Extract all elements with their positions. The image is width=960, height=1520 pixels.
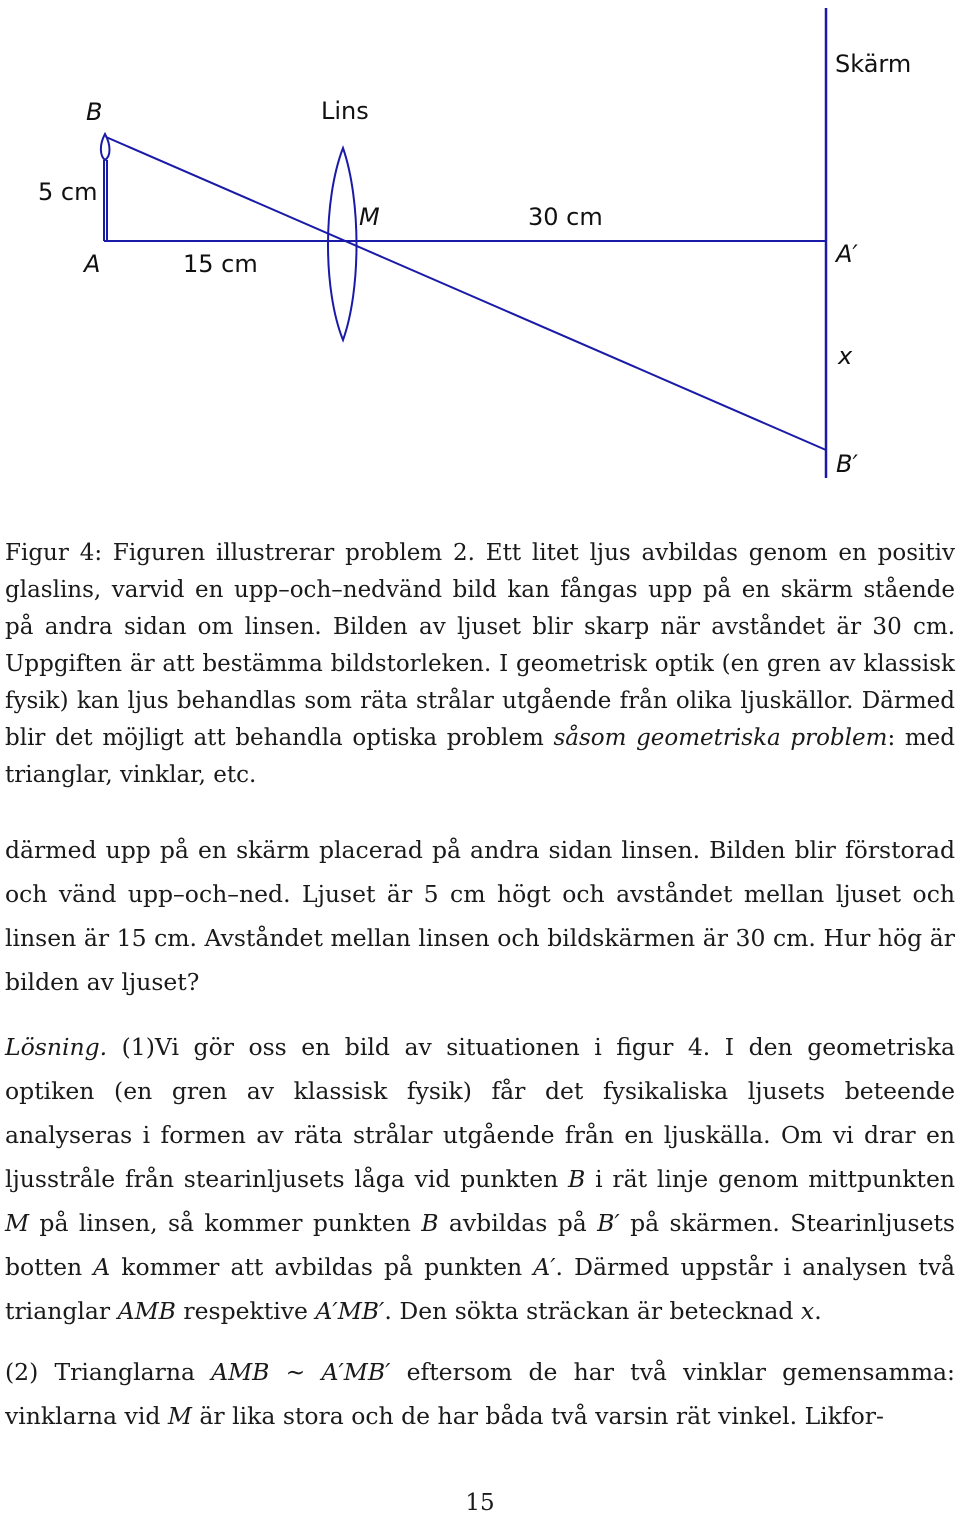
text-run: . <box>814 1297 822 1325</box>
text-run: avbildas på <box>438 1209 598 1237</box>
math: A′MB′ <box>315 1297 385 1325</box>
math: AMB <box>117 1297 176 1325</box>
similar-symbol: ∼ <box>269 1358 322 1386</box>
page-number: 15 <box>465 1490 495 1516</box>
label-m: M <box>359 203 380 231</box>
text-run: (1)Vi gör oss en bild av situationen i figur 4. I den geometriska optiken (en gren av klassisk fysik) får det fysikaliska ljusets beteende analyseras i formen av räta strålar utgående från en ljuskälla. Om vi drar en ljusstråle från stearinljusets låga vid punkten <box>5 1033 955 1193</box>
candle <box>101 134 110 241</box>
optics-figure <box>0 0 960 515</box>
text-run: . Därmed uppstår i analysen två trianglar <box>5 1253 955 1325</box>
label-object-distance: 15 cm <box>183 250 258 278</box>
math: B <box>568 1165 586 1193</box>
text-run: är lika stora och de har båda två varsin rät vinkel. Likfor- <box>191 1402 884 1430</box>
text-run: . Den sökta sträckan är betecknad <box>384 1297 801 1325</box>
label-b: B <box>86 98 103 126</box>
solution-label: Lösning. <box>5 1033 108 1061</box>
math: B <box>421 1209 439 1237</box>
label-x: x <box>838 342 853 370</box>
caption-label: Figur 4: <box>5 540 103 566</box>
text-run: (2) Trianglarna <box>5 1358 212 1386</box>
math: B′ <box>597 1209 620 1237</box>
math: AMB <box>211 1358 270 1386</box>
label-image-distance: 30 cm <box>528 203 603 231</box>
text-run: respektive <box>175 1297 316 1325</box>
label-b-prime: B′ <box>836 450 858 478</box>
figure-caption <box>5 535 955 794</box>
label-height: 5 cm <box>38 178 98 206</box>
math: x <box>800 1297 815 1325</box>
label-screen: Skärm <box>835 50 912 78</box>
solution-step-1 <box>5 1025 955 1333</box>
ray-b-to-b-prime <box>106 137 826 450</box>
caption-tail: : med trianglar, vinklar, etc. <box>5 725 956 788</box>
caption-italic: såsom geometriska problem <box>553 725 888 751</box>
caption-text: Figuren illustrerar problem 2. Ett litet ljus avbildas genom en positiv glaslins, varvid en upp–och–nedvänd bild kan fångas upp på en skärm stående på andra sidan om linsen. Bilden av ljuset blir skarp när avståndet är 30 cm. Uppgiften är att bestämma bildstorleken. I geometrisk optik (en gren av klassisk fysik) kan ljus behandlas som räta strålar utgående från olika ljuskällor. Därmed blir det möjligt att behandla optiska problem <box>5 540 955 751</box>
solution-step-2 <box>5 1350 955 1438</box>
text-run: eftersom de har två vinklar gemensamma: vinklarna vid <box>5 1358 955 1430</box>
text-run: kommer att avbildas på punkten <box>110 1253 534 1281</box>
math: A′ <box>533 1253 556 1281</box>
label-a: A <box>84 250 101 278</box>
label-a-prime: A′ <box>836 240 858 268</box>
math: A <box>93 1253 111 1281</box>
label-lens: Lins <box>321 97 369 125</box>
text-run: på skärmen. Stearinljusets botten <box>5 1209 955 1281</box>
text-run: på linsen, så kommer punkten <box>29 1209 422 1237</box>
math: A′MB′ <box>321 1358 391 1386</box>
math: M <box>167 1402 192 1430</box>
math: M <box>5 1209 30 1237</box>
problem-text: därmed upp på en skärm placerad på andra sidan linsen. Bilden blir förstorad och vänd upp–och–ned. Ljuset är 5 cm högt och avståndet mellan ljuset och linsen är 15 cm. Avståndet mellan linsen och bildskärmen är 30 cm. Hur hög är bilden av ljuset? <box>5 836 955 996</box>
text-run: i rät linje genom mittpunkten <box>585 1165 955 1193</box>
